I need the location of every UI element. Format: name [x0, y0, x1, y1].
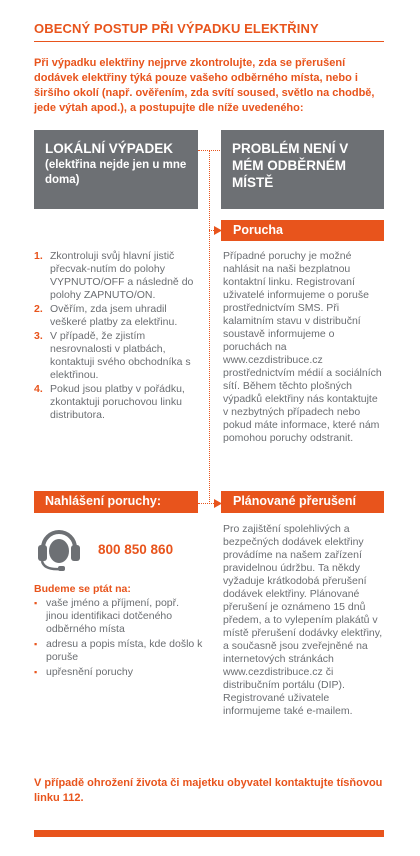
ask-title: Budeme se ptát na: — [34, 583, 131, 595]
list-item — [34, 330, 202, 382]
planned-outage-text: Pro zajištění spolehlivých a bezpečných dodávek elektřiny provádíme na našem zařízení pravidelnou údržbu. Ta někdy vyžaduje krátkodobá přerušení dodávek elektřiny. Plánované přerušení je oznámeno 15 dnů předem, a to vylepením plakátů v místě přerušení dodávky elektřiny, a současně jsou zveřejněné na internetových stránkách www.cezdistribuce.cz či distribučním portálu (DIP). Registrované uživatele informujeme také e-mailem. — [223, 523, 383, 717]
intro-text: Při výpadku elektřiny nejprve zkontrolujte, zda se přerušení dodávek elektřiny týká pouze vašeho odběrného místa, nebo i širšího okolí (např. ověřením, zda svítí soused, světlo na chodbě, jede výtah apod.), a postupujte dle níže uvedeného: — [34, 57, 375, 114]
emergency-note: V případě ohrožení života či majetku obyvatel kontaktujte tísňovou linku 112. — [34, 777, 383, 804]
planned-outage-label: Plánované přerušení — [233, 494, 356, 508]
report-fault-header — [34, 491, 198, 513]
list-item — [34, 303, 202, 329]
headset-icon — [34, 524, 84, 572]
step-text: V případě, že zjistím nesrovnalosti v platbách, kontaktuji svého obchodníka s elektřinou. — [50, 330, 191, 381]
porucha-text: Případné poruchy je možné nahlásit na naši bezplatnou kontaktní linku. Registrovaní uživatelé informujeme o poruše prostřednictvím SMS. Při kalamitním stavu v distribuční soustavě informujeme o poruchách na www.cezdistribuce.cz prostřednictvím médií a sociálních sítí. Během těchto plošných výpadků elektřiny nás kontaktujte v nezbytných případech nebo pokud máte informace, které nám pomohou poruchy odstranit. — [223, 250, 382, 444]
step-text: Pokud jsou platby v pořádku, zkontaktuji poruchovou linku distributora. — [50, 383, 185, 421]
list-item: ▪ vaše jméno a příjmení, popř. jinou identifikaci dotčeného odběrného místa — [34, 597, 204, 636]
report-fault-label: Nahlášení poruchy: — [45, 494, 161, 508]
not-my-site-box — [221, 130, 384, 209]
list-item — [34, 250, 202, 302]
list-item: ▪ upřesnění poruchy — [34, 666, 204, 679]
ask-list — [34, 597, 204, 681]
list-item — [34, 383, 202, 422]
connector-vertical — [209, 150, 210, 504]
hotline-number: 800 850 860 — [98, 542, 174, 557]
not-my-site-heading: PROBLÉM NENÍ V MÉM ODBĚRNÉM MÍSTĚ — [232, 141, 349, 190]
title-divider — [34, 41, 384, 42]
step-text: Ověřím, zda jsem uhradil veškeré platby za elektřinu. — [50, 303, 178, 328]
local-steps-list — [34, 250, 202, 423]
local-outage-subheading: (elektřina nejde jen u mne doma) — [45, 159, 187, 186]
bottom-divider — [34, 830, 384, 837]
step-text: Zkontroluji svůj hlavní jistič přecvak-nutím do polohy VYPNUTO/OFF a následně do polohy ZAPNUTO/ON. — [50, 250, 194, 301]
local-outage-box — [34, 130, 198, 209]
connector-top — [198, 150, 220, 151]
step-number: 1. — [34, 250, 43, 262]
list-item: ▪ adresu a popis místa, kde došlo k poruše — [34, 638, 204, 664]
porucha-header — [221, 220, 384, 241]
page-title: OBECNÝ POSTUP PŘI VÝPADKU ELEKTŘINY — [34, 21, 319, 36]
local-outage-heading: LOKÁLNÍ VÝPADEK — [45, 141, 174, 156]
step-number: 4. — [34, 383, 43, 395]
step-number: 3. — [34, 330, 43, 342]
porucha-label: Porucha — [233, 223, 284, 237]
step-number: 2. — [34, 303, 43, 315]
planned-outage-header — [221, 491, 384, 513]
